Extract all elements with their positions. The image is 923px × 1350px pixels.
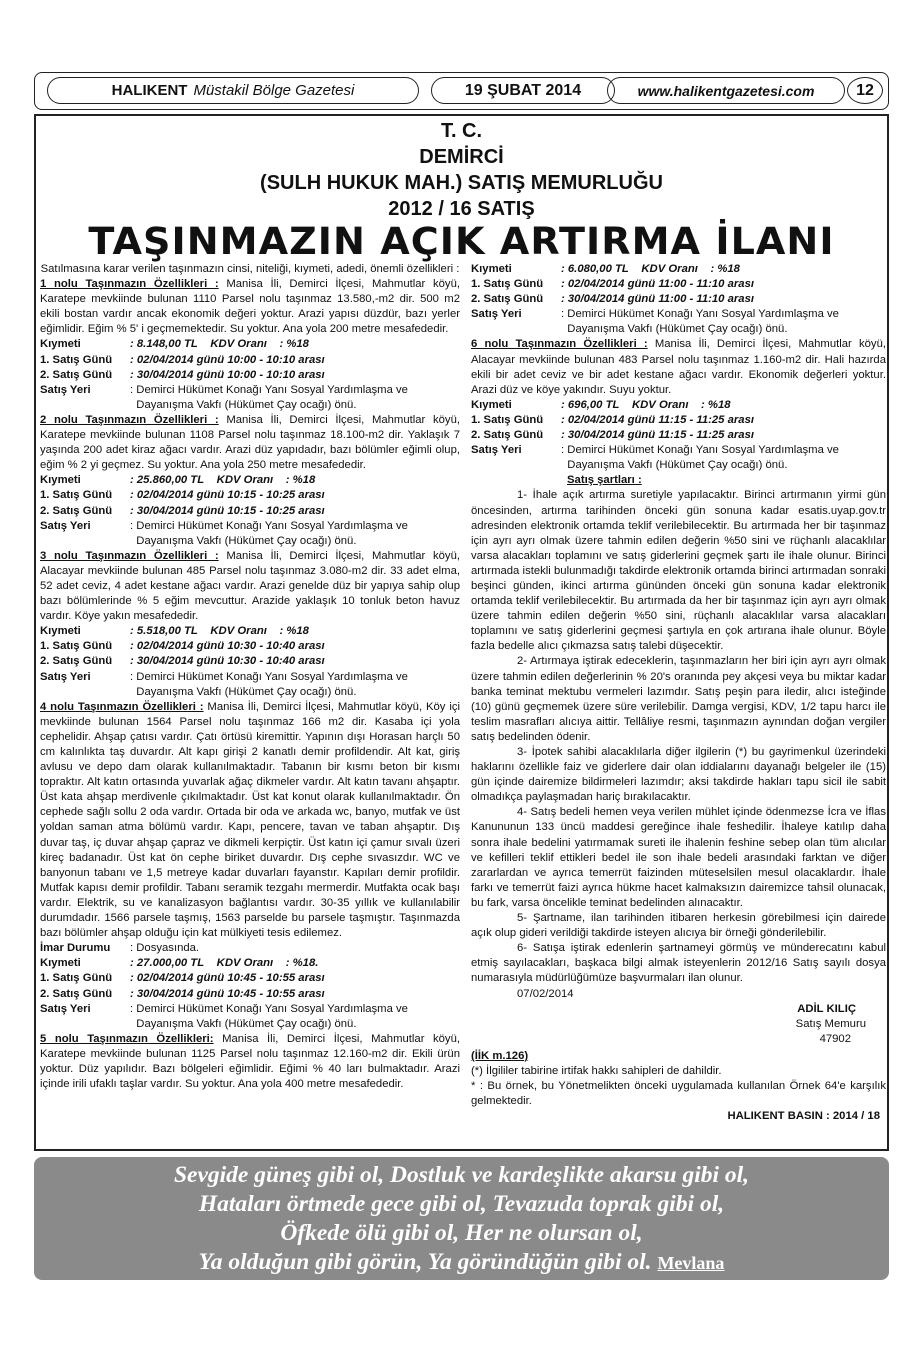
sale-place: Demirci Hükümet Konağı Yanı Sosyal Yardımlaşma ve bbox=[567, 444, 839, 457]
quote-line-1: Sevgide güneş gibi ol, Dostluk ve kardeşlikte akarsu gibi ol, bbox=[173, 1162, 750, 1188]
sale-place: Demirci Hükümet Konağı Yanı Sosyal Yardımlaşma ve bbox=[136, 1002, 408, 1015]
label-sale2: 2. Satış Günü bbox=[40, 987, 113, 1000]
property-value: : 6.080,00 TL bbox=[561, 263, 629, 275]
label-sale2: 2. Satış Günü bbox=[40, 655, 113, 668]
property-vat: : %18 bbox=[279, 338, 309, 351]
heading-file: 2012 / 16 SATIŞ bbox=[388, 198, 535, 220]
sale-place-2: Dayanışma Vakfı (Hükümet Çay ocağı) önü. bbox=[136, 685, 357, 698]
quote-line-3: Öfkede ölü gibi ol, Her ne olursan ol, bbox=[280, 1220, 643, 1246]
property-value: : 27.000,00 TL bbox=[130, 957, 205, 970]
label-sale1: 1. Satış Günü bbox=[40, 640, 113, 653]
property-sale2: : 30/04/2014 günü 11:15 - 11:25 arası bbox=[561, 429, 754, 442]
property-desc: Manisa İli, Demirci İlçesi, Mahmutlar köyü, Karatepe mevkiinde bulunan 1108 Parsel nolu taşınmaz 18.100-m2 dir. Yaklaşık 7 yaşında 200 adet kiraz ağacı vardır. Arazi düz yapıdadır, bazı bölümler eğimli olup, eğim % 2 yi geçmez. Su yoktur. Ana yola 250 metre mesafededir. bbox=[40, 413, 460, 472]
label-vat: KDV Oranı bbox=[216, 957, 274, 970]
property-sale2: : 30/04/2014 günü 10:15 - 10:25 arası bbox=[130, 504, 325, 517]
property-sale2: : 30/04/2014 günü 11:00 - 11:10 arası bbox=[561, 293, 754, 306]
property-sale2: : 30/04/2014 günü 10:00 - 10:10 arası bbox=[130, 368, 325, 381]
sale-place: Demirci Hükümet Konağı Yanı Sosyal Yardımlaşma ve bbox=[567, 308, 839, 321]
footnote-1: (*) İlgililer tabirine irtifak hakkı sahipleri de dahildir. bbox=[471, 1064, 722, 1077]
sale-place: Demirci Hükümet Konağı Yanı Sosyal Yardımlaşma ve bbox=[136, 670, 408, 683]
quote-line-2: Hataları örtmede gece gibi ol, Tevazuda toprak gibi ol, bbox=[198, 1191, 725, 1217]
condition-1: 1- İhale açık artırma suretiyle yapılacaktır. Birinci artırmanın yirmi gün öncesinden, artırma tarihinden önceki gün sonuna kadar esatis.uyap.gov.tr adresinden elektronik ortamda teklif verilebilecektir. Bu artırmada her bir taşınmaz için ayrı ayrı olmak üzere tahmin edilen değerin %50 sini ve rüçhanlı alacaklılar varsa alacakları toplamını ve satış giderlerini geçmek şartı ile ihale olunur. Birinci artırmada istekli bulunmadığı takdirde elektronik ortamda birinci artırmadan sonraki beşinci günden, ikinci artırma gününden önceki gün sonuna kadar elektronik ortamda teklif verilebilecektir. Bu artırmada da her bir taşınmaz için ayrı ayrı olmak üzere tahmin edilen değerin %50 sini, rüçhanlı alacaklılar varsa alacakları toplamını ve satış giderlerini geçmesi şartıyla en çok artırana ihale olunur. Böyle fazla bedelle alıcı çıkmazsa satış talebi düşecektir. bbox=[471, 489, 886, 653]
label-value: Kıymeti bbox=[40, 474, 81, 487]
heading-office: (SULH HUKUK MAH.) SATIŞ MEMURLUĞU bbox=[260, 172, 663, 194]
label-sale1: 1. Satış Günü bbox=[471, 278, 544, 291]
issue-date: 19 ŞUBAT 2014 bbox=[431, 77, 615, 104]
property-vat: : %18 bbox=[701, 398, 731, 411]
condition-6: 6- Satışa iştirak edenlerin şartnameyi görmüş ve münderecatını kabul etmiş sayılacakları, başkaca bilgi almak isteyenlerin 2012/16 Satış sayılı dosya numarasıyla müdürlüğümüze başvurmaları ilan olunur. bbox=[471, 942, 886, 985]
paper-name: HALIKENT bbox=[111, 82, 188, 99]
property-desc: Manisa İli, Demirci İlçesi, Mahmutlar köyü, Karatepe mevkiinde bulunan 1125 Parsel nolu taşınmaz 12.160-m2 dir. Ekili ürün yoktur. Düz yapılıdır. Bazı bölgeleri eğimlidir. Eğimi % 40 ları bulmaktadır. Arazi içinde irili ufaklı taşlar vardır. Su yoktur. Ana yola 400 metre mesafededir. bbox=[40, 1032, 461, 1091]
label-vat: KDV Oranı bbox=[210, 625, 267, 638]
conditions-heading: Satış şartları : bbox=[567, 474, 642, 487]
label-sale2: 2. Satış Günü bbox=[471, 429, 544, 442]
property-sale1: : 02/04/2014 günü 11:15 - 11:25 arası bbox=[561, 413, 754, 426]
label-vat: KDV Oranı bbox=[631, 398, 689, 411]
label-place: Satış Yeri bbox=[471, 444, 522, 457]
label-place: Satış Yeri bbox=[40, 670, 91, 683]
sale-place-2: Dayanışma Vakfı (Hükümet Çay ocağı) önü. bbox=[136, 534, 357, 547]
label-place: Satış Yeri bbox=[40, 383, 91, 396]
property-desc: Manisa İli, Demirci İlçesi, Mahmutlar köyü, Köy içi mevkiinde bulunan 1564 Parsel nolu taşınmaz 166 m2 dir. Kasaba içi yola cephelidir. Ahşap çatısı vardır. Çatı örtüsü kiremittir. Yapının dışı Horasan harçlı 50 cm kalınlıkta taş duvardır. Alt kapı girişi 2 kanatlı demir profildendir. Alt kat, giriş avlusu ve depo dam olarak kullanılmaktadır. Tabanın bir kısmı beton bir kısmı topraktır. Alt katın ortasında yuvarlak ağaç dikmeler vardır. Alt katın tavanı ahşaptır. Üst kata ahşap merdivenle çıkılmaktadır. Üst kat konut olarak kullanılmaktadır. Ön cephede sağlı sollu 2 oda vardır. Ortada bir oda ve arkada wc, banyo, mutfak ve üst yoldan saman atma bölümü vardır. Kapı, pencere, tavan ve taban ahşaptır. Dış duvar taş, iç duvar ahşap çapraz ve dikmeli kerpiçtir. Üst katın içi çamur sıvalı üzeri kireç badanadır. Üst kat ön cephe biriket duvardır. Dış cephe sıvasızdır. WC ve banyonun tabanı ve 1,5 metreye kadar duvarları fayanstır. Kapıları demir profildir. Mutfak kapısı demir profildir. Tabanı seramik tezgahı mermerdir. Mutfakta ocak başı vardır. Elektrik, su ve kanalizasyon bağlantısı vardır. 30-35 yıllık ve kullanılabilir durumdadır. 1566 parsele taşmış, 1563 parselde bu parsele taşmıştır. Taşınmazda bazı bölümler ahşap olduğu için kat mülkiyeti tesis edilemez. bbox=[40, 700, 461, 940]
footnote-ref: (İİK m.126) bbox=[471, 1049, 529, 1062]
property-5 bbox=[40, 1032, 460, 1092]
property-heading: 6 nolu Taşınmazın Özellikleri : bbox=[471, 338, 648, 351]
sale-place: Demirci Hükümet Konağı Yanı Sosyal Yardımlaşma ve bbox=[136, 383, 408, 396]
label-vat: KDV Oranı bbox=[216, 474, 274, 487]
quote-banner bbox=[34, 1157, 889, 1280]
property-sale1: : 02/04/2014 günü 11:00 - 11:10 arası bbox=[561, 278, 754, 291]
label-value: Kıymeti bbox=[471, 398, 512, 411]
property-value: : 25.860,00 TL bbox=[130, 474, 205, 487]
label-place: Satış Yeri bbox=[40, 1002, 91, 1015]
property-desc: Manisa İli, Demirci İlçesi, Mahmutlar köyü, Karatepe mevkiinde bulunan 1110 Parsel nolu taşınmaz 13.580,-m2 dir. 500 m2 ekili bostan vardır ancak ekonomik değeri yoktur. Arazi yapısı düzdür, bazı yerler eğimlidir. Eğim % 5' i geçmemektedir. Su yoktur. Ana yola 200 metre mesafededir. bbox=[40, 278, 460, 336]
property-value: : 8.148,00 TL bbox=[130, 338, 198, 351]
property-sale1: : 02/04/2014 günü 10:45 - 10:55 arası bbox=[130, 972, 325, 985]
label-sale2: 2. Satış Günü bbox=[40, 504, 113, 517]
notice-date: 07/02/2014 bbox=[517, 987, 574, 1000]
label-vat: KDV Oranı bbox=[210, 338, 267, 351]
label-zoning: İmar Durumu bbox=[40, 942, 111, 955]
property-vat: : %18. bbox=[285, 957, 319, 970]
property-1 bbox=[40, 277, 460, 337]
label-sale2: 2. Satış Günü bbox=[471, 293, 544, 306]
condition-5: 5- Şartname, ilan tarihinden itibaren herkesin görebilmesi için dairede açık olup gideri verildiği takdirde isteyen alıcıya bir örneği gönderilebilir. bbox=[471, 912, 886, 940]
sale-place: Demirci Hükümet Konağı Yanı Sosyal Yardımlaşma ve bbox=[136, 519, 408, 532]
label-place: Satış Yeri bbox=[471, 308, 522, 321]
property-6 bbox=[471, 337, 886, 397]
label-sale1: 1. Satış Günü bbox=[471, 413, 544, 426]
paper-name-pill bbox=[47, 77, 419, 104]
condition-3: 3- İpotek sahibi alacaklılarla diğer ilgilerin (*) bu gayrimenkul üzerindeki haklarını özellikle faiz ve giderlere dair olan iddialarını dayanağı belgeler ile (15) gün içinde dairemize bildirmeleri lazımdır; aksi takdirde hakları tapu sicil ile sabit olmadıkça paylaşmadan hariç bırakılacaktır. bbox=[471, 746, 886, 804]
press-code: HALIKENT BASIN : 2014 / 18 bbox=[727, 1110, 880, 1123]
property-2 bbox=[40, 413, 460, 473]
property-heading: 4 nolu Taşınmazın Özellikleri : bbox=[40, 700, 204, 713]
label-value: Kıymeti bbox=[40, 625, 81, 638]
quote-line-4 bbox=[34, 1248, 889, 1278]
officer-title: Satış Memuru bbox=[795, 1017, 866, 1030]
label-value: Kıymeti bbox=[40, 338, 81, 351]
left-column: Satılmasına karar verilen taşınmazın cinsi, niteliği, kıymeti, adedi, önemli özellikleri : 1 nolu Taşınmazın Özellikleri : Manisa İli, Demirci İlçesi, Mahmutlar köyü, Karatepe mevkiinde bulunan 1110 Parsel nolu taşınmaz 13.580,-m2 dir. 500 m2 ekili bostan vardır ancak ekonomik değeri yoktur. Arazi yapısı düzdür, bazı yerler eğimlidir. Eğim % 5' i geçmemektedir. Su yoktur. Ana yola 200 metre mesafededir. Kıymeti : 8.148,00 TL KDV Oranı : %18 1. Satış Günü : 02/04/2014 günü 10:00 - 10:10 arası 2. Satış Günü : 30/04/2014 günü 10:00 - 10:10 arası Satış Yeri : Demirci Hükümet Konağı Yanı Sosyal Yardımlaşma ve Dayanışma Vakfı (Hükümet Çay ocağı) önü. 2 nolu Taşınmazın Özellikleri : Manisa İli, Demirci İlçesi, Mahmutlar köyü, Karatepe mevkiinde bulunan 1108 Parsel nolu taşınmaz 18.100-m2 dir. Yaklaşık 7 yaşında 200 adet kiraz ağacı vardır. Arazi düz yapıdadır, bazı bölümler eğimli olup, eğim % 2 yi geçmez. Su yoktur. Ana yola 250 metre mesafededir. Kıymeti : 25.860,00 TL KDV Oranı : %18 1. Satış Günü : 02/04/2014 günü 10:15 - 10:25 arası 2. Satış Günü : 30/04/2014 günü 10:15 - 10:25 arası Satış Yeri : Demirci Hükümet Konağı Yanı Sosyal Yardımlaşma ve Dayanışma Vakfı (Hükümet Çay ocağı) önü. 3 nolu Taşınmazın Özellikleri : Manisa İli, Demirci İlçesi, Mahmutlar köyü, Alacayar mevkiinde bulunan 485 Parsel nolu taşınmaz 3.080-m2 dir. 33 adet elma, 52 adet ceviz, 4 adet kestane ağacı vardır. Arazi genelde düz bir yapıya sahip olup bazı bölümlerinde % 5 eğim mevcuttur. Arazide yaklaşık 10 tonluk beton havuz vardır. Köye yakın mesafededir. Kıymeti : 5.518,00 TL KDV Oranı : %18 1. Satış Günü : 02/04/2014 günü 10:30 - 10:40 arası 2. Satış Günü : 30/04/2014 günü 10:30 - 10:40 arası Satış Yeri : Demirci Hükümet Konağı Yanı Sosyal Yardımlaşma ve Dayanışma Vakfı (Hükümet Çay ocağı) önü. 4 nolu Taşınmazın Özellikleri : Manisa İli, Demirci İlçesi, Mahmutlar köyü, Köy içi mevkiinde bulunan 1564 Parsel nolu taşınmaz 166 m2 dir. Kasaba içi yola cephelidir. Ahşap çatısı vardır. Çatı örtüsü kiremittir. Yapının dışı Horasan harçlı 50 cm kalınlıkta taş duvardır. Alt kapı girişi 2 kanatlı demir profildendir. Alt kat, giriş avlusu ve depo dam olarak kullanılmaktadır. Tabanın bir kısmı beton bir kısmı topraktır. Alt katın ortasında yuvarlak ağaç dikmeler vardır. Alt katın tavanı ahşaptır. Üst kata ahşap merdivenle çıkılmaktadır. Üst kat konut olarak kullanılmaktadır. Ön cephede sağlı sollu 2 oda vardır. Ortada bir oda ve arkada wc, banyo, mutfak ve üst yoldan saman atma bölümü vardır. Kapı, pencere, tavan ve taban ahşaptır. Dış duvar taş, iç duvar ahşap çapraz ve dikmeli kerpiçtir. Üst katın içi çamur sıvalı üzeri kireç badanadır. Üst kat ön cephe biriket duvardır. Dış cephe sıvasızdır. WC ve banyonun tabanı ve 1,5 metreye kadar duvarları fayanstır. Kapıları demir profildir. Mutfak kapısı demir profildir. Tabanı seramik tezgahı mermerdir. Mutfakta ocak başı vardır. Elektrik, su ve kanalizasyon bağlantısı vardır. 30-35 yıllık ve kullanılabilir durumdadır. 1566 parsele taşmış, 1563 parselde bu parsele taşmıştır. Taşınmazda bazı bölümler ahşap olduğu için kat mülkiyeti tesis edilemez. İmar Durumu : Dosyasında. Kıymeti : 27.000,00 TL KDV Oranı : %18. 1. Satış Günü : 02/04/2014 günü 10:45 - 10:55 arası 2. Satış Günü : 30/04/2014 günü 10:45 - 10:55 arası Satış Yeri : Demirci Hükümet Konağı Yanı Sosyal Yardımlaşma ve Dayanışma Vakfı (Hükümet Çay ocağı) önü. 5 nolu Taşınmazın Özellikleri: Manisa İli, Demirci İlçesi, Mahmutlar köyü, Karatepe mevkiinde bulunan 1125 Parsel nolu taşınmaz 12.160-m2 dir. Ekili ürün yoktur. Düz yapılıdır. Bazı bölgeleri eğimlidir. Eğimi % 40 ları bulmaktadır. Arazi içinde irili ufaklı taşlar vardır. Su yoktur. Ana yola 400 metre mesafededir. bbox=[40, 262, 460, 1092]
property-3 bbox=[40, 549, 460, 624]
property-value: : 696,00 TL bbox=[561, 398, 620, 411]
right-column: Kıymeti : 6.080,00 TL KDV Oranı : %18 1. Satış Günü : 02/04/2014 günü 11:00 - 11:10 arası 2. Satış Günü : 30/04/2014 günü 11:00 - 11:10 arası Satış Yeri : Demirci Hükümet Konağı Yanı Sosyal Yardımlaşma ve Dayanışma Vakfı (Hükümet Çay ocağı) önü. 6 nolu Taşınmazın Özellikleri : Manisa İli, Demirci İlçesi, Mahmutlar köyü, Alacayar mevkiinde bulunan 483 Parsel nolu taşınmaz 1.160-m2 dir. Hali hazırda ekili bir adet ceviz ve bir adet kestane ağacı vardır. Ekonomik değerleri yoktur. Arazi düz ve köye yakındır. Suyu yoktur. Kıymeti : 696,00 TL KDV Oranı : %18 1. Satış Günü : 02/04/2014 günü 11:15 - 11:25 arası 2. Satış Günü : 30/04/2014 günü 11:15 - 11:25 arası Satış Yeri : Demirci Hükümet Konağı Yanı Sosyal Yardımlaşma ve Dayanışma Vakfı (Hükümet Çay ocağı) önü. Satış şartları : 1- İhale açık artırma suretiyle yapılacaktır. Birinci artırmanın yirmi gün öncesinden, artırma tarihinden önceki gün sonuna kadar esatis.uyap.gov.tr adresinden elektronik ortamda teklif verilebilecektir. Bu artırmada her bir taşınmaz için ayrı ayrı olmak üzere tahmin edilen değerin %50 sini ve rüçhanlı alacaklılar varsa alacakları toplamını ve satış giderlerini geçmek şartı ile ihale olunur. Birinci artırmada istekli bulunmadığı takdirde elektronik ortamda birinci artırmadan sonraki beşinci günden, ikinci artırma gününden önceki gün sonuna kadar elektronik ortamda teklif verilebilecektir. Bu artırmada da her bir taşınmaz için ayrı ayrı olmak üzere tahmin edilen değerin %50 sini, rüçhanlı alacaklılar varsa alacakları toplamını ve satış giderlerini geçmesi şartıyla en çok artırana ihale olunur. Böyle fazla bedelle alıcı çıkmazsa satış talebi düşecektir. 2- Artırmaya iştirak edeceklerin, taşınmazların her biri için ayrı ayrı olmak üzere tahmin edilen değerlerinin % 20's oranında pey akçesi veya bu miktar kadar banka teminat mektubu vermeleri lazımdır. Satış peşin para iledir, alıcı isteğinde (10) günü geçmemek üzere süre verilebilir. Damga vergisi, KDV, 1/2 tapu harcı ile teslim masrafları alıcıya aittir. Tellâliye resmi, taşınmazın aynından doğan vergiler satış bedelinden ödenir. 3- İpotek sahibi alacaklılarla diğer ilgilerin (*) bu gayrimenkul üzerindeki haklarını özellikle faiz ve giderlere dair olan iddialarını dayanağı belgeler ile (15) gün içinde dairemize bildirmeleri lazımdır; aksi takdirde hakları tapu sicil ile sabit olmadıkça paylaşmadan hariç bırakılacaktır. 4- Satış bedeli hemen veya verilen mühlet içinde ödenmezse İcra ve İflas Kanununun 133 üncü maddesi gereğince ihale feshedilir. İhaleye katılıp daha sonra ihale bedelini yatırmamak sureti ile ihalenin feshine sebep olan tüm alıcılar ve kefilleri teklif ettikleri bedel ile son ihale bedeli arasındaki farktan ve diğer zararlardan ve ayrıca temerrüt faizinden müteselsilen mesul olacaklardır. İhale farkı ve temerrüt faizi ayrıca hükme hacet kalmaksızın dairemizce tahsil olunacak, bu fark, varsa öncelikle teminat bedelinden alınacaktır. 5- Şartname, ilan tarihinden itibaren herkesin görebilmesi için dairede açık olup gideri verildiği takdirde isteyen alıcıya bir örneği gönderilebilir. 6- Satışa iştirak edenlerin şartnameyi görmüş ve münderecatını kabul etmiş sayılacakları, başkaca bilgi almak isteyenlerin 2012/16 Satış sayılı dosya numarasıyla müdürlüğümüze başvurmaları ilan olunur. 07/02/2014 ADİL KILIÇ Satış Memuru 47902 (İİK m.126) (*) İlgililer tabirine irtifak hakkı sahipleri de dahildir. * : Bu örnek, bu Yönetmelikten önceki uygulamada kullanılan Örnek 64'e karşılık gelmektedir. HALIKENT BASIN : 2014 / 18 bbox=[471, 263, 886, 1123]
heading-tc: T. C. bbox=[440, 120, 483, 142]
label-value: Kıymeti bbox=[471, 263, 512, 275]
sale-place-2: Dayanışma Vakfı (Hükümet Çay ocağı) önü. bbox=[136, 1017, 357, 1030]
property-vat: : %18 bbox=[285, 474, 316, 487]
website-link[interactable]: www.halikentgazetesi.com bbox=[607, 77, 845, 104]
label-place: Satış Yeri bbox=[40, 519, 91, 532]
property-4 bbox=[40, 700, 460, 942]
label-value: Kıymeti bbox=[40, 957, 81, 970]
auction-notice bbox=[34, 114, 889, 1151]
sale-place-2: Dayanışma Vakfı (Hükümet Çay ocağı) önü. bbox=[567, 459, 788, 472]
paper-subtitle: Müstakil Bölge Gazetesi bbox=[193, 82, 355, 99]
condition-4: 4- Satış bedeli hemen veya verilen mühlet içinde ödenmezse İcra ve İflas Kanununun 133 üncü maddesi gereğince ihale feshedilir. İhaleye katılıp daha sonra ihale bedelini yatırmamak sureti ile ihalenin feshine sebep olan tüm alıcılar ve kefilleri teklif ettikleri bedel ile son ihale bedeli arasındaki farktan ve diğer zararlardan ve ayrıca temerrüt faizinden müteselsilen mesul olacaklardır. İhale farkı ve temerrüt faizi ayrıca hükme hacet kalmaksızın dairemizce tahsil olunacak, bu fark, varsa öncelikle teminat bedelinden alınacaktır. bbox=[471, 806, 886, 909]
heading-town: DEMİRCİ bbox=[419, 146, 504, 168]
property-desc: Manisa İli, Demirci İlçesi, Mahmutlar köyü, Alacayar mevkiinde bulunan 485 Parsel nolu taşınmaz 3.080-m2 dir. 33 adet elma, 52 adet ceviz, 4 adet kestane ağacı vardır. Arazi genelde düz bir yapıya sahip olup bazı bölümlerinde % 5 eğim mevcuttur. Arazide yaklaşık 10 tonluk beton havuz vardır. Köye yakın mesafededir. bbox=[40, 549, 460, 623]
label-vat: KDV Oranı bbox=[641, 263, 698, 275]
masthead bbox=[34, 72, 889, 110]
page-number: 12 bbox=[847, 77, 883, 104]
condition-2: 2- Artırmaya iştirak edeceklerin, taşınmazların her biri için ayrı ayrı olmak üzere tahmin edilen değerlerinin % 20's oranında pey akçesi veya bu miktar kadar banka teminat mektubu vermeleri lazımdır. Satış peşin para iledir, alıcı isteğinde (10) günü geçmemek üzere süre verilebilir. Damga vergisi, KDV, 1/2 tapu harcı ile teslim masrafları alıcıya aittir. Tellâliye resmi, taşınmazın aynından doğan vergiler satış bedelinden ödenir. bbox=[471, 655, 886, 743]
property-heading: 3 nolu Taşınmazın Özellikleri : bbox=[40, 549, 219, 562]
property-vat: : %18 bbox=[710, 263, 740, 275]
sale-place-2: Dayanışma Vakfı (Hükümet Çay ocağı) önü. bbox=[136, 398, 357, 411]
property-sale1: : 02/04/2014 günü 10:00 - 10:10 arası bbox=[130, 353, 325, 366]
property-value: : 5.518,00 TL bbox=[130, 625, 198, 638]
property-sale2: : 30/04/2014 günü 10:45 - 10:55 arası bbox=[130, 987, 325, 1000]
officer-id: 47902 bbox=[819, 1032, 851, 1045]
property-zoning: : Dosyasında. bbox=[130, 942, 200, 955]
label-sale1: 1. Satış Günü bbox=[40, 353, 113, 366]
property-heading: 5 nolu Taşınmazın Özellikleri: bbox=[40, 1032, 214, 1045]
quote-line-4-text: Ya olduğun gibi görün, Ya göründüğün gibi ol. bbox=[198, 1249, 652, 1275]
property-sale2: : 30/04/2014 günü 10:30 - 10:40 arası bbox=[130, 655, 325, 668]
intro-text: Satılmasına karar verilen taşınmazın cinsi, niteliği, kıymeti, adedi, önemli özellikleri : bbox=[40, 263, 460, 275]
footnote-2: * : Bu örnek, bu Yönetmelikten önceki uygulamada kullanılan Örnek 64'e karşılık gelmektedir. bbox=[471, 1080, 886, 1108]
property-desc: Manisa İli, Demirci İlçesi, Mahmutlar köyü, Alacayar mevkiinde bulunan 483 Parsel nolu taşınmaz 1.160-m2 dir. Hali hazırda ekili bir adet ceviz ve bir adet kestane ağacı vardır. Ekonomik değerleri yoktur. Arazi düz ve köye yakındır. Suyu yoktur. bbox=[471, 338, 886, 396]
label-sale1: 1. Satış Günü bbox=[40, 972, 113, 985]
sale-place-2: Dayanışma Vakfı (Hükümet Çay ocağı) önü. bbox=[567, 323, 788, 336]
label-sale1: 1. Satış Günü bbox=[40, 489, 113, 502]
property-sale1: : 02/04/2014 günü 10:30 - 10:40 arası bbox=[130, 640, 325, 653]
officer-name: ADİL KILIÇ bbox=[797, 1002, 856, 1015]
property-sale1: : 02/04/2014 günü 10:15 - 10:25 arası bbox=[130, 489, 325, 502]
label-sale2: 2. Satış Günü bbox=[40, 368, 113, 381]
notice-title: TAŞINMAZIN AÇIK ARTIRMA İLANI bbox=[88, 220, 835, 263]
property-heading: 1 nolu Taşınmazın Özellikleri : bbox=[40, 278, 219, 291]
property-heading: 2 nolu Taşınmazın Özellikleri : bbox=[40, 413, 219, 426]
property-vat: : %18 bbox=[279, 625, 309, 638]
quote-author: Mevlana bbox=[657, 1253, 725, 1273]
